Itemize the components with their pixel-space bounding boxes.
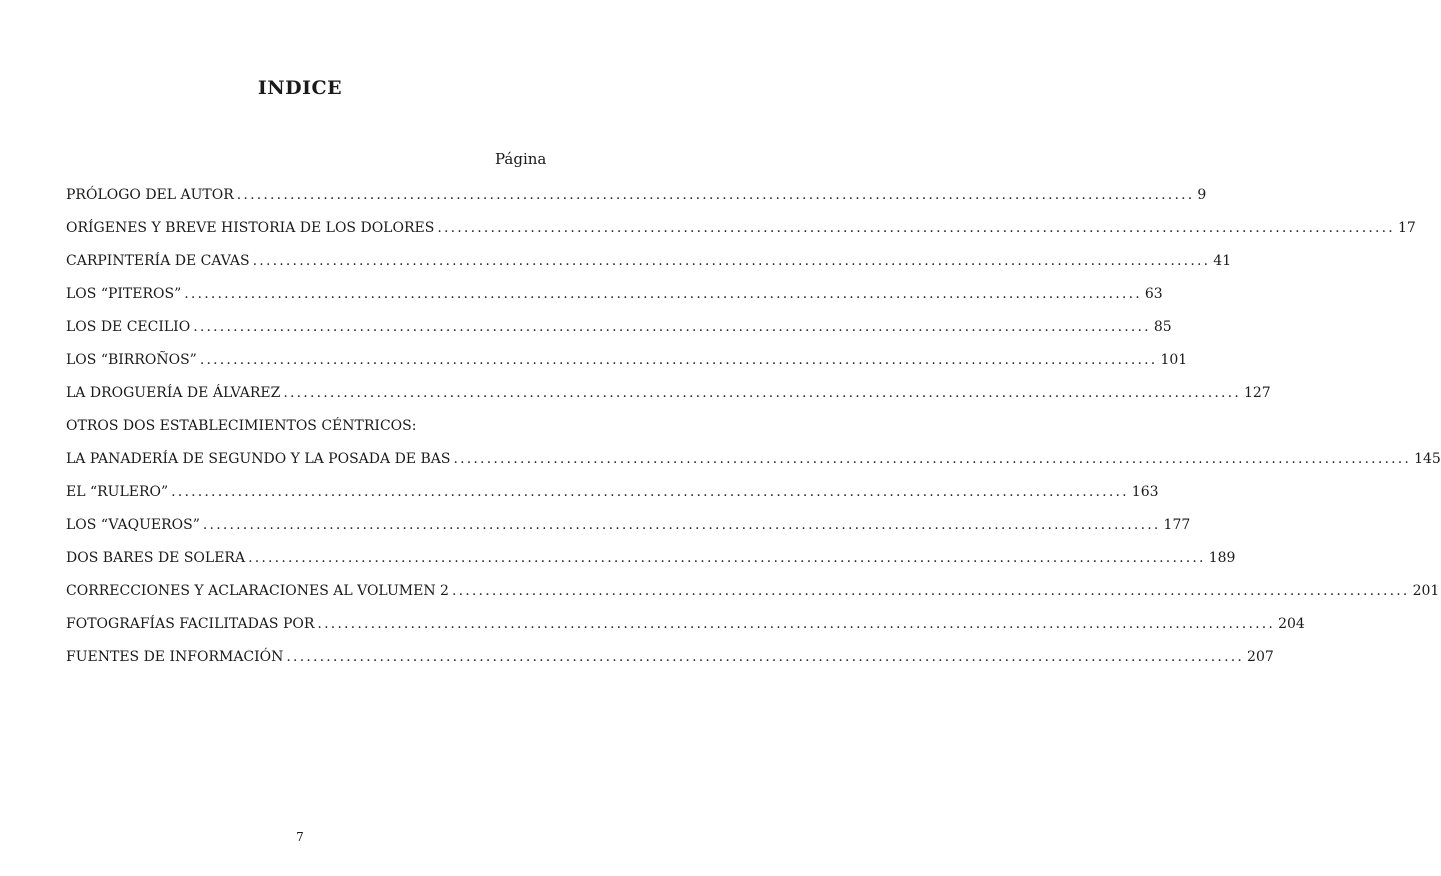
page-number: 7	[296, 830, 304, 844]
leader-dots	[452, 583, 1410, 599]
toc-entry-title: LOS DE CECILIO	[66, 318, 191, 335]
toc-entry-title: LA PANADERÍA DE SEGUNDO Y LA POSADA DE BAS	[66, 450, 451, 467]
toc-entry-title: DOS BARES DE SOLERA	[66, 549, 246, 566]
table-of-contents	[66, 178, 1441, 673]
toc-entry	[66, 310, 1172, 343]
toc-entry-page: 41	[1213, 252, 1232, 269]
leader-dots	[253, 253, 1211, 269]
toc-entry	[66, 343, 1188, 376]
toc-entry-title: CARPINTERÍA DE CAVAS	[66, 252, 250, 269]
leader-dots	[283, 385, 1241, 401]
leader-dots	[203, 517, 1161, 533]
toc-entry-title: PRÓLOGO DEL AUTOR	[66, 186, 234, 203]
toc-entry-page: 177	[1163, 516, 1191, 533]
toc-entry	[66, 178, 1207, 211]
toc-entry-page: 201	[1412, 582, 1440, 599]
page-column-header: Página	[495, 150, 547, 168]
toc-entry	[66, 508, 1191, 541]
toc-entry-title: FUENTES DE INFORMACIÓN	[66, 648, 284, 665]
toc-entry	[66, 211, 1416, 244]
toc-entry-page: 17	[1397, 219, 1416, 236]
toc-entry-title: FOTOGRAFÍAS FACILITADAS POR	[66, 615, 315, 632]
toc-entry-title: LOS “PITEROS”	[66, 285, 182, 302]
toc-entry	[66, 475, 1159, 508]
leader-dots	[184, 286, 1142, 302]
leader-dots	[437, 220, 1395, 236]
leader-dots	[286, 649, 1244, 665]
leader-dots	[317, 616, 1275, 632]
toc-entry-title: LOS “VAQUEROS”	[66, 516, 200, 533]
toc-entry-page: 127	[1243, 384, 1271, 401]
toc-entry-title: LOS “BIRROÑOS”	[66, 351, 197, 368]
leader-dots	[453, 451, 1411, 467]
page-title: INDICE	[257, 77, 343, 99]
toc-entry	[66, 376, 1271, 409]
toc-entry-page: 63	[1144, 285, 1163, 302]
toc-entry	[66, 541, 1236, 574]
toc-entry-page: 163	[1131, 483, 1159, 500]
toc-entry-page: 145	[1414, 450, 1441, 467]
toc-entry	[66, 277, 1163, 310]
toc-entry	[66, 574, 1440, 607]
toc-entry	[66, 640, 1274, 673]
toc-entry-page: 204	[1278, 615, 1305, 632]
toc-section-heading	[66, 409, 540, 442]
leader-dots	[193, 319, 1151, 335]
toc-entry-page: 85	[1153, 318, 1172, 335]
toc-entry-title: ORÍGENES Y BREVE HISTORIA DE LOS DOLORES	[66, 219, 435, 236]
leader-dots	[237, 187, 1195, 203]
toc-entry-title: EL “RULERO”	[66, 483, 169, 500]
leader-dots	[200, 352, 1158, 368]
toc-entry-title: OTROS DOS ESTABLECIMIENTOS CÉNTRICOS:	[66, 417, 417, 434]
toc-entry-page: 9	[1197, 186, 1207, 203]
toc-entry-page: 207	[1247, 648, 1274, 665]
toc-entry	[66, 442, 1441, 475]
toc-entry-page: 189	[1208, 549, 1236, 566]
leader-dots	[248, 550, 1206, 566]
toc-entry	[66, 244, 1232, 277]
toc-entry-page: 101	[1160, 351, 1188, 368]
toc-entry	[66, 607, 1305, 640]
leader-dots	[171, 484, 1129, 500]
toc-entry-title: LA DROGUERÍA DE ÁLVAREZ	[66, 384, 281, 401]
toc-entry-title: CORRECCIONES Y ACLARACIONES AL VOLUMEN 2	[66, 582, 449, 599]
